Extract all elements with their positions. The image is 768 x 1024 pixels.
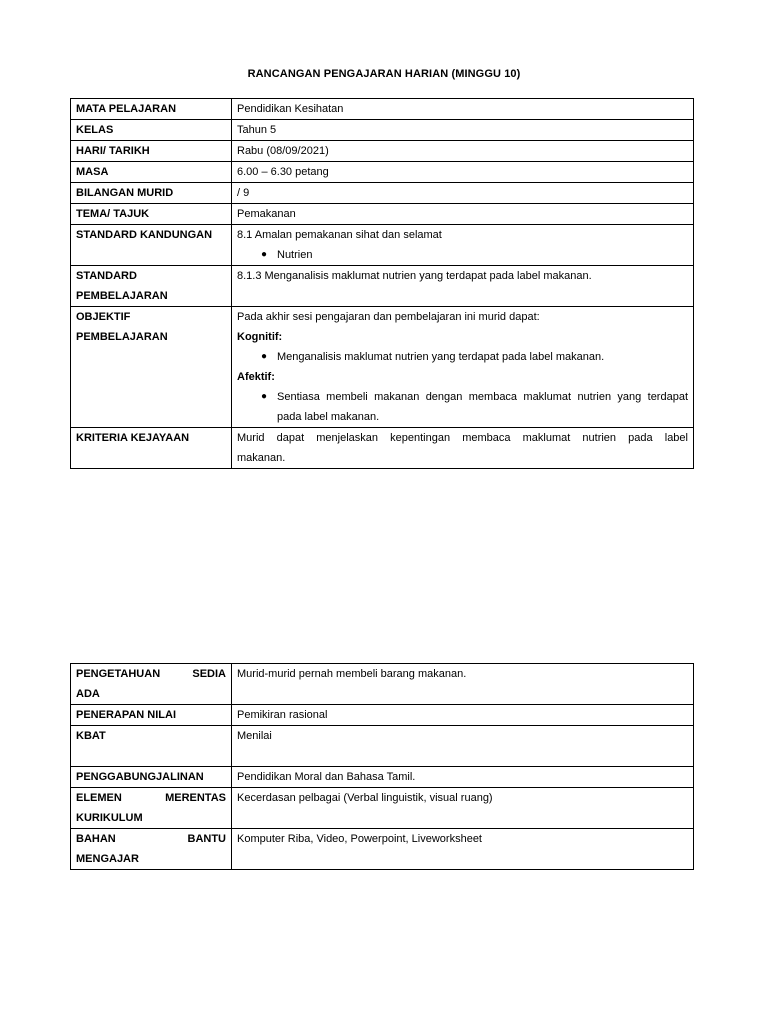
label-kelas: KELAS: [71, 120, 232, 141]
label-line: ADA: [76, 688, 100, 700]
value-kriteria-kejayaan: [232, 428, 694, 469]
row-hari-tarikh: [71, 141, 694, 162]
value-standard-pembelajaran: 8.1.3 Menganalisis maklumat nutrien yang terdapat pada label makanan.: [232, 266, 694, 307]
kriteria-text-line: makanan.: [237, 452, 286, 464]
list-item: [261, 245, 688, 265]
label-penerapan-nilai: PENERAPAN NILAI: [71, 705, 232, 726]
row-masa: [71, 162, 694, 183]
afektif-heading: Afektif:: [237, 371, 275, 383]
row-objektif-pembelajaran: [71, 307, 694, 428]
label-elemen-merentas-kurikulum: [71, 788, 232, 829]
label-line: MENGAJAR: [76, 853, 139, 865]
label-bilangan-murid: BILANGAN MURID: [71, 183, 232, 204]
afektif-list: [237, 387, 688, 427]
standard-kandungan-list: [237, 245, 688, 265]
list-item-text: Nutrien: [277, 249, 313, 261]
row-mata-pelajaran: [71, 99, 694, 120]
label-bahan-bantu-mengajar: [71, 829, 232, 870]
value-kbat: Menilai: [232, 726, 694, 767]
row-kriteria-kejayaan: [71, 428, 694, 469]
value-penerapan-nilai: Pemikiran rasional: [232, 705, 694, 726]
page-title: RANCANGAN PENGAJARAN HARIAN (MINGGU 10): [247, 68, 521, 80]
label-line: PEMBELAJARAN: [76, 290, 168, 302]
bullet-icon: ●: [261, 249, 268, 260]
label-tema-tajuk: TEMA/ TAJUK: [71, 204, 232, 225]
value-masa: 6.00 – 6.30 petang: [232, 162, 694, 183]
label-kriteria-kejayaan: KRITERIA KEJAYAAN: [71, 428, 232, 469]
row-bilangan-murid: [71, 183, 694, 204]
list-item: [261, 347, 688, 367]
value-penggabungjalinan: Pendidikan Moral dan Bahasa Tamil.: [232, 767, 694, 788]
kognitif-list: [237, 347, 688, 367]
label-masa: MASA: [71, 162, 232, 183]
row-standard-kandungan: [71, 225, 694, 266]
label-objektif-pembelajaran: [71, 307, 232, 428]
row-pengetahuan-sedia-ada: [71, 664, 694, 705]
row-standard-pembelajaran: [71, 266, 694, 307]
value-elemen-merentas-kurikulum: Kecerdasan pelbagai (Verbal linguistik, visual ruang): [232, 788, 694, 829]
label-line: PEMBELAJARAN: [76, 331, 168, 343]
row-kelas: [71, 120, 694, 141]
label-line: STANDARD: [76, 270, 137, 282]
value-standard-kandungan: [232, 225, 694, 266]
value-hari-tarikh: Rabu (08/09/2021): [232, 141, 694, 162]
row-bahan-bantu-mengajar: [71, 829, 694, 870]
lesson-plan-table-secondary: [70, 663, 694, 870]
bullet-icon: ●: [261, 351, 268, 362]
objektif-intro: Pada akhir sesi pengajaran dan pembelajaran ini murid dapat:: [237, 311, 540, 323]
kognitif-heading: Kognitif:: [237, 331, 283, 343]
value-objektif-pembelajaran: [232, 307, 694, 428]
row-kbat: [71, 726, 694, 767]
label-pengetahuan-sedia-ada: [71, 664, 232, 705]
label-line: OBJEKTIF: [76, 311, 131, 323]
value-bahan-bantu-mengajar: Komputer Riba, Video, Powerpoint, Liveworksheet: [232, 829, 694, 870]
row-penggabungjalinan: [71, 767, 694, 788]
standard-kandungan-text: 8.1 Amalan pemakanan sihat dan selamat: [237, 229, 442, 241]
list-item-text: Menganalisis maklumat nutrien yang terdapat pada label makanan.: [277, 351, 605, 363]
label-standard-kandungan: STANDARD KANDUNGAN: [71, 225, 232, 266]
label-mata-pelajaran: MATA PELAJARAN: [71, 99, 232, 120]
list-item: [261, 387, 688, 427]
label-penggabungjalinan: PENGGABUNGJALINAN: [71, 767, 232, 788]
label-standard-pembelajaran: [71, 266, 232, 307]
value-kelas: Tahun 5: [232, 120, 694, 141]
row-tema-tajuk: [71, 204, 694, 225]
value-pengetahuan-sedia-ada: Murid-murid pernah membeli barang makanan.: [232, 664, 694, 705]
label-hari-tarikh: HARI/ TARIKH: [71, 141, 232, 162]
value-tema-tajuk: Pemakanan: [232, 204, 694, 225]
label-line: BAHAN BANTU: [76, 833, 226, 845]
value-bilangan-murid: / 9: [232, 183, 694, 204]
label-kbat: KBAT: [71, 726, 232, 767]
bullet-icon: ●: [261, 391, 268, 402]
list-item-text-line: pada label makanan.: [277, 411, 380, 423]
kriteria-text-line: Murid dapat menjelaskan kepentingan membaca maklumat nutrien pada label: [237, 432, 688, 444]
label-line: KURIKULUM: [76, 812, 143, 824]
row-penerapan-nilai: [71, 705, 694, 726]
list-item-text-line: Sentiasa membeli makanan dengan membaca maklumat nutrien yang terdapat: [277, 391, 688, 403]
value-mata-pelajaran: Pendidikan Kesihatan: [232, 99, 694, 120]
row-elemen-merentas-kurikulum: [71, 788, 694, 829]
label-line: PENGETAHUAN SEDIA: [76, 668, 226, 680]
label-line: ELEMEN MERENTAS: [76, 792, 226, 804]
lesson-plan-table-main: [70, 98, 694, 469]
